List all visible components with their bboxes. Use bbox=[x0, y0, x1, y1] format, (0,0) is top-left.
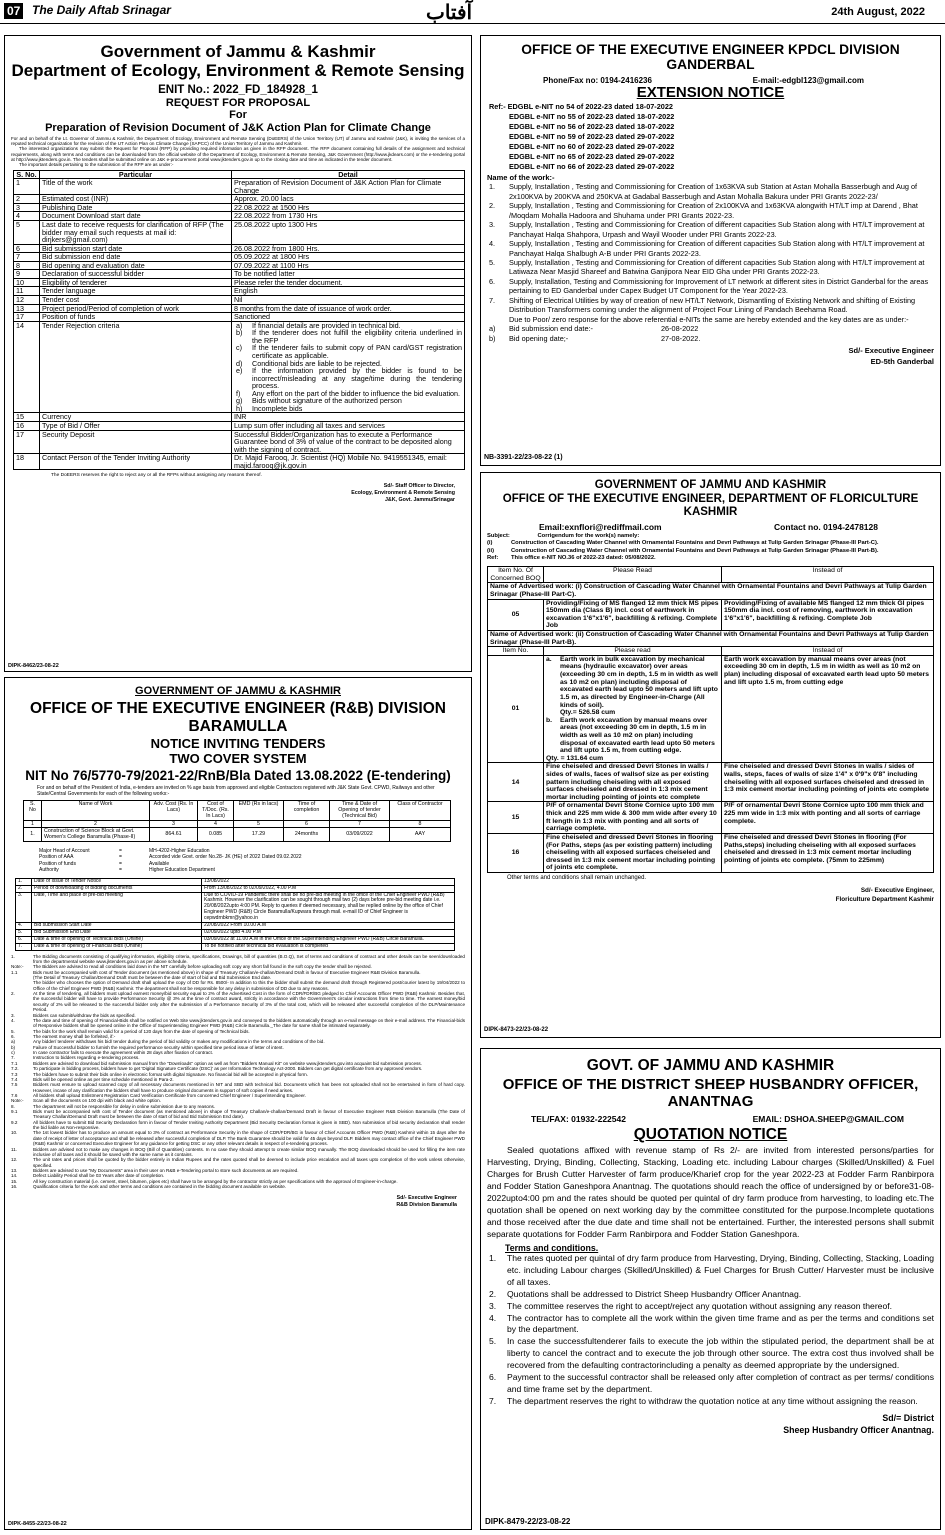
list-item: a) Bid submission end date:- 26-08-2022 bbox=[489, 324, 699, 334]
flori-table bbox=[487, 566, 934, 873]
table-row: 5 Last date to receive requests for clarification of RFP (The bidder may email such requests at mail id: dirjkers@gmail.com) 25.08.2022 upto 1300 Hrs bbox=[14, 220, 465, 244]
list-item: 1. The Bidding documents consisting of qualifying information, eligibility criteria, specifications, Drawings, bill of quantities (B.O.Q), Set of terms and conditions of contract and other details can be seen/downloaded from the departmental website www.jktenders.gov.in as per above schedule. bbox=[11, 953, 465, 964]
list-item: 2. Supply, Installation , Testing and Commissioning for Creation of 2x100KVA and 1x63KVA alongwith HT/LT imp at Darend , Bhat /Moqdam Mohalla Hadoora and Shuhama under PRI Grants 2022-23. bbox=[489, 201, 918, 220]
list-item: 7. Instruction to bidders regarding e-tendering process. bbox=[11, 1055, 140, 1061]
table-row: 15 Currency INR bbox=[14, 413, 465, 422]
table-row: 1. Construction of Science Block at Govt. Women's College Baramulla (Phase-II) 864.61 0.085 17.29 24months 03/09/2022 AAY bbox=[24, 828, 451, 842]
table-row: 01 a. Earth work in bulk excavation by mechanical means (hydraulic excavator) over areas (exceeding 30 cm in depth, 1.5 m in width as well as 10 m2 on plan) including disposal of excavated earth lead upto 50 meters and lift upto 1.5 m, as directed by Engineer-in-Charge (All kinds of soil). Qty.= 526.58 cum b. Earth work excavation by manual means over areas (not exceeding 30 cm in depth, 1.5 m in width as well as 10 m2 on plan) including disposal of excavated earth lead upto 50 meters and lift upto 1.5 m, from cutting edge. Qty. = 131.64 cum Earth work excavation by manual means over areas (not exceeding 30 cm in depth, 1.5 m in width as well as 10 m2 on plan) including disposal of excavated earth lead upto 50 meters and lift upto 1.5 m, from cutting edge bbox=[488, 655, 934, 763]
list-item: 7.6 All bidders shall upload Enlistment Registration Card Verification Certificate from concerned Chief Engineer / Superintending Engineer. bbox=[11, 1092, 306, 1098]
list-item: EDGBL e-NIT no 59 of 2022-23 dated 29-07-2022 bbox=[509, 131, 675, 141]
list-item: 15. All key construction material (i.e. cement, steel, bitumen, pipes etc) shall have to be arranged by the contractor strictly as per specifications with the approval of Engineer-in-charge. bbox=[11, 1178, 398, 1184]
newspaper-name: The Daily Aftab Srinagar bbox=[32, 3, 171, 17]
list-item: 7.3 The bidders have to submit their bids online in electronic format with digital Signature. No financial bid will be accepted in physical form. bbox=[11, 1071, 308, 1077]
list-item: 9.2 All bidders have to submit Bid Security Declaration form in favour of Tender Inviting Authority Department (Bid Security Declaration format is given in SBD). Non submission of bid security declaration shall render the bid liable as Non-responsive. bbox=[11, 1119, 465, 1131]
table-row: 7. Date & time of opening of Financial Bids (Online) To be notified after technical bid evaluation is completed bbox=[16, 943, 455, 950]
list-item: b) If the tenderer does not fulfill the eligibility criteria underlined in the RFP bbox=[236, 328, 462, 345]
table-row: 6 Bid submission start date 26.08.2022 from 1800 Hrs. bbox=[14, 244, 465, 253]
list-item: (ii) Construction of Cascading Water Channel with Ornamental Fountains and Devri Pathways at Tulip Garden Srinagar (Phase-III Part-B). bbox=[487, 547, 879, 554]
ecology-intro2: The interested organizations may submit the Request for Proposal (RFP) by providing required information as given in the RFP document. The RFP document containing full details of the assignment and technical requirements, along with terms and conditions can be downloaded from the official website of the Department of Ecology, Environment & Remote Sensing, J&K Government (http://www.jkdears.com) or the e-tendering portal at http://www.jktenders.gov.in. The tenders shall be submitted online on J&K e-procurement portal www.jktenders.gov.in up to the closing date and time as indicated in the tender document. bbox=[11, 146, 465, 162]
list-item: 5. Supply, Installation , Testing and Commissioning for Creation of different capacities Sub Station along with HT/LT improvement at Latiwaza Near Masjid Shareef and Batwina Ganjipora Near EID Gha under PRI Grants 2022-23. bbox=[489, 257, 925, 277]
ecology-for: For bbox=[229, 109, 247, 122]
list-item: 6. Payment to the successful contractor shall be released only after completion of contract as per terms/ conditions and time frame set by the department. bbox=[489, 1372, 934, 1395]
list-item: c) If the tenderer fails to submit copy of PAN card/GST registration certificate as applicable. bbox=[236, 343, 462, 360]
flori-signature: Sd/- Executive Engineer, Floriculture Department Kashmir bbox=[835, 886, 934, 903]
rnb-dipk: DIPK-8455-22/23-08-22 bbox=[8, 1521, 67, 1527]
table-row: 10 Eligibility of tenderer Please refer the tender document. bbox=[14, 278, 465, 287]
list-item: 6. The earnest money shall be forfeited, if:- bbox=[11, 1033, 116, 1039]
list-item: 6. Supply, Installation, Testing and Commissioning for Improvement of LT network at different sites in District Ganderbal for the areas pertaining to ED Ganderbal under Capex Budget UT Component for the Year 2022-23. bbox=[489, 276, 929, 296]
list-item: 1. The rates quoted per quintal of dry farm produce from Harvesting, Drying, Binding, Collecting, Stacking, Loading etc. including Labour charges (Skilled/Unskilled) & Fuel Charges for Brush Cutter/ Harvester must be inclusive of all taxes. bbox=[489, 1252, 934, 1287]
table-row: 2 Estimated cost (INR) Approx. 20.00 lacs bbox=[14, 195, 465, 204]
list-item: f) Any effort on the part of the bidder to influence the bid evaluation. bbox=[236, 388, 461, 398]
table-row: 3 Publishing Date 22.08.2022 at 1500 Hrs bbox=[14, 203, 465, 212]
list-item: EDGBL e-NIT no 60 of 2022-23 dated 29-07-2022 bbox=[509, 141, 675, 151]
ecology-table bbox=[13, 170, 465, 471]
table-row: 1. Date of Issue of Tender Notice 13/08/2022 bbox=[16, 878, 455, 885]
list-item: Authority = Higher Education Department bbox=[39, 867, 215, 874]
list-item: (i) Construction of Cascading Water Channel with Ornamental Fountains and Devri Pathways at Tulip Garden Srinagar (Phase-III Part-C). bbox=[487, 539, 879, 546]
list-item: g) Bids without signature of the authorized person bbox=[236, 396, 402, 406]
list-item: b) Bid opening date;- 27-08-2022. bbox=[489, 334, 701, 344]
table-header: S. No Name of Work Adv. Cost (Rs. In Lacs) Cost of T/Doc. (Rs. In Lacs) EMD (Rs in lacs) Time of completion Time & Date of Opening of tender (Technical Bid) Class of Contractor bbox=[24, 800, 451, 820]
list-item: 7.1 Bidders are advised to download bid submission manual from the "Downloads" option as well as from "Bidders Manual Kit" on website www.jktenders.gov.into acquaint bid submission process. bbox=[11, 1060, 422, 1066]
table-row: 7 Bid submission end date 05.09.2022 at 1800 Hrs bbox=[14, 253, 465, 262]
table-header: Item No. Of Concerned BOQ Please Read Instead of bbox=[488, 567, 934, 583]
kpdcl-work-title: Name of the work:- bbox=[487, 173, 555, 183]
sheep-notice: QUOTATION NOTICE bbox=[633, 1125, 788, 1143]
list-item: Position of funds = Available bbox=[39, 860, 170, 867]
table-header: S. No. Particular Detail bbox=[14, 170, 465, 179]
flori-other: Other terms and conditions shall remain unchanged. bbox=[507, 874, 647, 881]
table-row: 4 Document Download start date 22.08.2022 from 1730 Hrs bbox=[14, 212, 465, 221]
rnb-signature: Sd/- Executive Engineer R&B Division Baramulla bbox=[396, 1195, 457, 1209]
list-item: 7. Shifting of Electrical Utilities by way of creation of new HT/LT Network, Dismantling of Existing Network and shifting of Existing Distribution Transformers coming under the alignment of Project Four Lining of Pandach Beehama Road. bbox=[489, 295, 916, 315]
sheep-signature: Sd/= District Sheep Husbandry Officer Anantnag. bbox=[783, 1413, 934, 1436]
rnb-tender-ad bbox=[4, 677, 472, 1530]
flori-gov: GOVERNMENT OF JAMMU AND KASHMIR bbox=[594, 479, 827, 491]
list-item: h) Incomplete bids bbox=[236, 403, 303, 413]
ecology-enit: ENIT No.: 2022_FD_184928_1 bbox=[158, 84, 318, 97]
rnb-meta bbox=[39, 848, 465, 874]
list-item: 8. The department will not be responsible for delay in online submission due to any reasons. bbox=[11, 1103, 216, 1109]
sheep-terms-title: Terms and conditions. bbox=[505, 1242, 599, 1253]
ecology-rfp: REQUEST FOR PROPOSAL bbox=[165, 96, 311, 109]
kpdcl-extension-ad bbox=[480, 35, 941, 466]
ecology-gov: Government of Jammu & Kashmir bbox=[100, 42, 376, 61]
sheep-office: OFFICE OF THE DISTRICT SHEEP HUSBANDRY OFFICER, ANANTNAG bbox=[502, 1076, 919, 1111]
rnb-works-table bbox=[23, 800, 451, 842]
table-row: 17 Position of funds Sanctioned bbox=[14, 313, 465, 322]
kpdcl-works bbox=[487, 182, 934, 315]
list-item: 7.5 Bidders must ensure to upload scanned copy of all necessary documents mentioned in NIT and SBD with technical bid. Documents which has been not uploaded shall not be entertained in form of hard copy. However, incase of any clarification the bidders shall have to produce original documents in support of soft copies if need arises. bbox=[11, 1082, 465, 1093]
table-row: 2. Period of downloading of bidding documents From 13/08/2022 to 02/09/2022, 4.00 P.M bbox=[16, 885, 455, 892]
list-item: 4. The contractor has to complete all the work within the given time frame and as per the terms and conditions set by the department. bbox=[489, 1312, 934, 1335]
table-row: 6. Date & time of opening of Technical Bids (Online) 03/09/2022 at 11.00 A.M in the Office of the Superintending Engineer PWD (R&B) Circle Baramulla. bbox=[16, 936, 455, 943]
kpdcl-due: Due to Poor/ zero response for the above referential e-NITs the same are hereby extended and the key dates are as under:- bbox=[509, 314, 909, 324]
list-item: 3. The committee reserves the right to accept/reject any quotation without assigning any reason thereof. bbox=[489, 1300, 893, 1311]
sheep-dipk: DIPK-8479-22/23-08-22 bbox=[485, 1517, 571, 1526]
issue-date: 24th August, 2022 bbox=[831, 6, 925, 18]
table-row: 05 Providing/Fixing of MS flanged 12 mm thick MS pipes 150mm dia (Class B) incl. cost of earthwork in excavation 1'6"x1'6", backfilling & refixing. Complete Job Providing/Fixing of available MS flanged 12 mm thick GI pipes 150mm dia incl. cost of removing, earthwork in excavation 1'6"x1'6", backfilling & refixing. Complete Job bbox=[488, 599, 934, 630]
table-row: 5. Bid Submission End Date 02/09/2022 upto 4.00 P.M bbox=[16, 929, 455, 936]
list-item: a) If financial details are provided in technical bid. bbox=[236, 320, 401, 330]
list-item: 5. In case the successfultenderer fails to execute the job within the stipulated period, the department shall be at liberty to cancel the contract and to execute the job through other source. The extra cost thus involved shall be recovered from the defaulting contractorincluding a penalty as deemed appropriate by the undersigned. bbox=[489, 1336, 934, 1371]
list-item: 3. Supply, Installation , Testing and Commissioning for Creation of different capacities Sub Station along with HT/LT improvement at Panchayat Halqa Shahpora, Urpash and Wayil Wooder under PRI Grants 2022-23. bbox=[489, 220, 925, 239]
list-item: 4. The date and time of opening of Financial-Bids shall be notified on Web Site www.jktenders.gov.in and conveyed to the bidders automatically through an e-mail message on their e-mail address. The Financial-bids of Responsive bidders shall be opened online in the Office of Superintending Engineer PWD (R&B) Circle Baramulla._The date for same shall be intimated separately. bbox=[11, 1017, 465, 1029]
sheep-terms bbox=[487, 1253, 934, 1408]
masthead-logo: آفتاب bbox=[426, 0, 473, 24]
list-item: 14. Defect Liability Period shall be 03 Years after date of completion. bbox=[11, 1173, 165, 1179]
sheep-gov: GOVT. OF JAMMU AND KASHMIR bbox=[586, 1057, 835, 1074]
kpdcl-dates bbox=[487, 324, 934, 344]
table-row: 18 Contact Person of the Tender Inviting Authority Dr. Majid Farooq, Jr. Scientist (HQ) Mobile No. 9419551345, email: majid.farooq@jk.gov.in bbox=[14, 454, 465, 470]
table-row: 4. Bid submission Start Date 22/08/2022 From 10.00 A.M bbox=[16, 923, 455, 930]
list-item: 7.4 Bids will be opened online as per time schedule mentioned in Para-2. bbox=[11, 1076, 174, 1082]
list-item: 4. Supply, Installation , Testing and Commissioning for Creation of different capacities Sub Station along with HT/LT improvement at Panchayat Halqa Shalbugh A-B under PRI Grants 2022-23. bbox=[489, 239, 925, 258]
ecology-rfp-ad bbox=[4, 35, 472, 672]
list-item: 5. The bids for the work shall remain valid for a period of 120 days from the date of opening of Technical bids. bbox=[11, 1028, 250, 1034]
table-row: 8 Bid opening and evaluation date 07.09.2022 at 1100 Hrs bbox=[14, 261, 465, 270]
table-header: Item No. Please read Instead of bbox=[488, 647, 934, 656]
page-header bbox=[0, 0, 945, 24]
list-item: 16. Qualification criteria for the work and other terms and conditions are contained in the bidding document available on website. bbox=[11, 1184, 287, 1190]
ecology-intro3: The important details pertaining to the submission of the RFP are as under:- bbox=[19, 162, 174, 168]
table-row: 1 2 3 4 5 6 7 8 bbox=[24, 820, 451, 827]
list-item: (The Detail of Treasury Challan/Demand Draft must be between the date of start of bid and Bid Submission End date. bbox=[33, 975, 272, 981]
flori-contacts: Email:exnflori@rediffmail.com Contact no. 0194-2478128 bbox=[539, 521, 878, 532]
rnb-system: TWO COVER SYSTEM bbox=[169, 750, 307, 766]
kpdcl-refs bbox=[489, 102, 934, 172]
list-item: EDGBL e-NIT no 66 of 2022-23 dated 29-07-2022 bbox=[509, 162, 675, 172]
table-row: 16 Type of Bid / Offer Lump sum offer including all taxes and services bbox=[14, 422, 465, 431]
table-row: Name of Advertised work: (i) Construction of Cascading Water Channel with Ornamental Fountains and Devri Pathways at Tulip Garden Srinagar (Phase-III Part-C). bbox=[488, 583, 934, 599]
list-item: 11. Bidders are advised not to make any changes in BOQ (Bill of Quantities) contents. In no case they should attempt to create similar BOQ manually. The BOQ downloaded should be used for filling the item rate inclusive of all taxes and it should be saved with the same name as it contains. bbox=[11, 1146, 465, 1157]
floriculture-corrigendum-ad bbox=[480, 472, 941, 1038]
list-item: 2. Quotations shall be addressed to District Sheep Husbandry Officer Anantnag. bbox=[489, 1288, 802, 1299]
list-item: 2. At the time of tendering, all bidders must upload earnest money/bid security equal to 2% of the Advertised Cost in the form of CDR/FDR/BG pledged to Chief Accounts Officer PWD (R&B) Kashmir. Besides that, the successful bidder will have to provide Performance Security @ 3% at the time of contract award, strictly in accordance with the Government's circular instructions from time to time. The earnest money/bid security of 2% will be released to the successful bidder only after the submission of a Performance Security of 3% of the total cost, which will be released after successful completion of the DLP/Maintenance Period. bbox=[11, 991, 465, 1013]
table-row: 13 Project period/Period of completion of work 8 months from the date of issuance of work order. bbox=[14, 304, 465, 313]
ecology-reserve: The DoEERS reserves the right to reject any or all the RFPs without assigning any reasons thereof. bbox=[51, 473, 262, 479]
list-item: EDGBL e-NIT no 65 of 2022-23 dated 29-07-2022 bbox=[509, 151, 675, 161]
list-item: Position of AAA = Accorded vide Govt. order No.28- JK (HE) of 2022 Dated 09.02.2022 bbox=[39, 854, 302, 861]
flori-subject: Subject: Corrigendum for the work(s) namely: bbox=[487, 532, 640, 539]
table-row: 17 Security Deposit Successful Bidder/Organization has to execute a Performance Guarantee bond of 3% of value of the contract to be deposited along with the signing of contract. bbox=[14, 430, 465, 454]
list-item: d) Conditional bids are liable to be rejected. bbox=[236, 358, 382, 368]
flori-items bbox=[487, 540, 934, 563]
table-row: 9 Declaration of successful bidder To be notified latter bbox=[14, 270, 465, 279]
list-item: Ref: This office e-NIT NO.36 of 2022-23 dated: 05/08/2022. bbox=[487, 555, 656, 562]
list-item: 1.1 Bids must be accompanied with cost of Tender document (as mentioned above) in shape of Treasury Challan/e-challan/Demand Draft in favour of Executive Engineer R&B Division Baramulla. bbox=[11, 969, 421, 975]
list-item: 1. Supply, Installation , Testing and Commissioning for Creation of 1x63KVA sub Station at Astan Mohalla Basserbugh and Aug of 2x100KVA by 200KVA and 250KVA at Gadabal Basserbugh and Astan Mohalla Bakura under PRI Grants 2022-23/ bbox=[489, 182, 918, 201]
list-item: EDGBL e-NIT no 56 of 2022-23 dated 18-07-2022 bbox=[509, 121, 675, 131]
list-item: c) In case contractor fails to execute the agreement within 28 days after fixation of contract. bbox=[11, 1050, 214, 1056]
ecology-intro: For and on behalf of the Lt. Governor of Jammu & Kashmir, the Department of Ecology, Environment and Remote Sensing (DoEERS) of the Union Territory (UT) of Jammu and Kashmir (J&K), is inviting the services of a reputed technical organization for the revision of the UT Action Plan on Climate Change (SAPCC) of the Union Territory of Jammu and Kashmir. bbox=[11, 135, 465, 147]
table-row: 16 Fine cheiseled and dressed Devri Stones in flooring (For Paths, steps (as per existing pattern) including cheiseling with all exposed surfaces cheiseled and dressed in 1:3 mix cement mortar including pointing of joints etc complete. Fine cheiseled and dressed Devri Stones in flooring (For Paths,steps) including cheiseling with all exposed surfaces cheiseled and dressed in 1:3 mix cement mortar including pointing of joints etc complete. (75mm to 225mm) bbox=[488, 833, 934, 872]
kpdcl-office: OFFICE OF THE EXECUTIVE ENGINEER KPDCL DIVISION GANDERBAL bbox=[521, 42, 900, 73]
list-item: a) Any bidder/ tenderer withdraws his bid/ tender during the period of bid validity or makes any modifications in the terms and conditions of the bid. bbox=[11, 1039, 325, 1045]
list-item: Major Head of Account = MH-4202-Higher Education bbox=[39, 847, 210, 854]
list-item: 10. The 1st lowest bidder has to produce an amount equal to 3% of contract as Performance Security in the shape of CDR/FDR/BG in favour of Chief Accounts Officer PWD (R&B) Kashmir within 15 days after the date of receipt of letter of acceptance and shall be released after successful completion of DLP. The Bank Guarantee should be valid for 45 days beyond DLP. Bidders may contact office of the Chief Engineer PWD (R&B) Kashmir or concerned Executive Engineer for any guidance for getting DSC or any other relevant details in respect of e-tendering process. bbox=[11, 1130, 465, 1147]
list-item: 3. Bidders can submit/withdraw the bids as specified. bbox=[11, 1012, 136, 1018]
table-row: 11 Tender language English bbox=[14, 287, 465, 296]
kpdcl-signature: Sd/- Executive Engineer ED-5th Ganderbal bbox=[848, 346, 934, 366]
table-row: 12 Tender cost Nil bbox=[14, 296, 465, 305]
list-item: Note:- Scan all the documents on 100 dpi with black and white option. bbox=[11, 1098, 161, 1104]
flori-office: OFFICE OF THE EXECUTIVE ENGINEER, DEPARTMENT OF FLORICULTURE KASHMIR bbox=[502, 492, 919, 518]
sheep-quotation-ad bbox=[480, 1048, 941, 1530]
sheep-body: Sealed quotations affixed with revenue stamp of Rs 2/- are invited from interested persons/parties for Harvesting, Drying, Binding, Collecting, Stacking, Loading etc. including Labour charges (Skilled/Unskilled) & Fuel Charges for Brush Cutter Harvester of farm produce/Kharief crop for the year 2022-23 at Fodder Farm Ranbirpora and Fodder Station Ganeshpora Anantnag. The quotations should reach the office of undersigned by or before31-08-2022upto4:00 pm and the rates should be quoted per quintal of dry farm produce from harvesting, to loading etc.The quotation shall be opened on next working day by the committee constituted for the purpose.Incomplete quotations and those received after the due date and time shall not be entertained. Further, the interested persons shall submit separate quotations for Fodder Farm Ranbirpora and Fodder Station Ganeshpora. bbox=[487, 1145, 934, 1239]
list-item: b) Failure of Successful bidder to furnish the required performance security within specified time period issue of letter of intent. bbox=[11, 1044, 284, 1050]
table-row: 14 Fine cheiseled and dressed Devri Stones in walls / sides of walls, faces of wallsof size as per existing pattern including cheiseling with all exposed surfaces cheiseled and dressed in 1:3 mix cement mortar including pointing of joints etc complete Fine cheiseled and dressed Devri Stones in walls / sides of walls, steps, faces of walls of size 1'4" x 0'9"x 0'8" including cheiseling with all exposed surfaces cheiseled and dressed in 1:3 mix cement mortar including pointing of joints etc complete bbox=[488, 763, 934, 802]
kpdcl-contacts: Phone/Fax no: 0194-2416236 E-mail:-edgbl123@gmail.com bbox=[543, 75, 864, 85]
list-item: 13. Bidders are advised to use "My Documents" area in their user on R&B e-Tendering portal to store such documents as are required. bbox=[11, 1167, 299, 1173]
rnb-terms bbox=[11, 954, 465, 1190]
list-item: 7.2. To participate in bidding process, bidders have to get 'Digital Signature Certificate (DSC)' as per Information Technology Act-2000. Bidders can get digital certificate from any approved vendors. bbox=[11, 1066, 423, 1072]
rnb-notice: NOTICE INVITING TENDERS bbox=[150, 736, 326, 752]
table-row: 14 Tender Rejection criteria a) If financial details are provided in technical bid. b) If the tenderer does not fulfill the eligibility criteria underlined in the RFP c) If the tenderer fails to submit copy of PAN card/GST registration certificate as applicable. d) Conditional bids are liable to be rejected. e) If the information provided by the bidder is found to be incorrect/misleading at any stage/time during the tendering process. f) Any effort on the part of the bidder to influence the bid evaluation. g) Bids without signature of the authorized person h) Incomplete bids bbox=[14, 321, 465, 413]
rnb-dates-table bbox=[15, 878, 455, 951]
table-row: 3. Date, Time and place of pre-bid meeting Due to COVID-19 Pandemic there shall be no pre-bid meeting in the office of the Chief Engineer PWD (R&B) Kashmir. However the clarification can be sought through mail two (2) days before pre-bid meeting date i.e. 20/08/2022upto 4:00 PM. Reply to queries if deemed necessary, shall be replied online by the office of Chief Engineer PWD (R&B) Circle Baramulla/Kupwara through mail. e-mail ID of Chief Engineer is cepwdrnbkmr@yahoo.in bbox=[16, 892, 455, 922]
kpdcl-notice: EXTENSION NOTICE bbox=[636, 83, 785, 101]
rnb-nit: NIT No 76/5770-79/2021-22/RnB/Bla Dated 13.08.2022 (E-tendering) bbox=[25, 768, 451, 784]
list-item: EDGBL e-NIT no 55 of 2022-23 dated 18-07-2022 bbox=[509, 111, 675, 121]
list-item: 9.1 Bids must be accompanied with cost of Tender document (as mentioned above) in shape of Treasury Challan/e-challan/Demand Draft in favour of Executive Engineer R&B Division Baramulla (The Date of Treasury Challan/Demand Draft must be between the date of start of bid and Bid Submission End date). bbox=[11, 1109, 465, 1120]
list-item: 12. The unit rates and prices shall be quoted by the bidder entirely in Indian Rupees and the rates quoted shall be deemed to include price escalation and all taxes upto completion of the work unless otherwise, specified. bbox=[11, 1157, 465, 1168]
page-number: 07 bbox=[4, 3, 23, 19]
list-item: Note:- The Bidders are advised to read all conditions laid down in the NIT carefully before uploading soft copy any short fall found in the soft copy the tender shall be rejected. bbox=[11, 964, 372, 970]
rnb-intro: For and on behalf of the President of India, e-tenders are invited on % age basis from approved and eligible Contractors registered with J&K State Govt. CPWD, Railways and other State/Central Governments for each of the following works:- bbox=[37, 785, 435, 797]
list-item: e) If the information provided by the bidder is found to be incorrect/misleading at any stage/time during the tendering process. bbox=[236, 366, 462, 391]
ecology-subject: Preparation of Revision Document of J&K Action Plan for Climate Change bbox=[45, 121, 431, 134]
rnb-office: OFFICE OF THE EXECUTIVE ENGINEER (R&B) DIVISION BARAMULLA bbox=[30, 700, 446, 735]
list-item: 7. The department reserves the right to withdraw the quotation notice at any time without assigning the reason. bbox=[489, 1396, 918, 1407]
sheep-contacts: TEL/FAX: 01932-222542 EMAIL: DSHOA.SHEEP@GMAIL.COM bbox=[531, 1113, 904, 1124]
flori-dipk: DIPK-8473-22/23-08-22 bbox=[484, 1027, 549, 1033]
table-row: Name of Advertised work: (ii) Construction of Cascading Water Channel with Ornamental Fountains and Devri Pathways at Tulip Garden Srinagar (Phase-III Part-B). bbox=[488, 631, 934, 647]
kpdcl-dipk: NB-3391-22/23-08-22 (1) bbox=[484, 454, 563, 461]
ecology-dept: Department of Ecology, Environment & Remote Sensing bbox=[11, 61, 465, 81]
list-item: Ref:- EDGBL e-NIT no 54 of 2022-23 dated 18-07-2022 bbox=[489, 101, 673, 111]
list-item: The bidder who chooses the option of Demand draft shall upload the copy of DD for Rs. 8500/- In addition to this the bidder shall submit the demand draft through Registered post/courier latest by 19/04/2022 to Office of the Chief Engineer PWD (R&B) Kashmir. The department shall not be responsible for any delay in submission of DD due to any reasons. bbox=[33, 980, 465, 991]
table-row: 1 Title of the work Preparation of Revision Document of J&K Action Plan for Climate Change bbox=[14, 179, 465, 195]
ecology-dipk: DIPK-8462/23-08-22 bbox=[8, 663, 59, 669]
table-row: 15 P/F of ornamental Devri Stone Cornice upto 100 mm thick and 225 mm wide & 300 mm wide after every 10 ft length in 1:3 mix with ponting and all sorts of carriage complete. P/F of ornamental Devri Stone Cornice upto 100 mm thick and 225 mm wide in 1:3 mix with ponting and all sorts of carriage complete. bbox=[488, 802, 934, 833]
ecology-signature: Sd/- Staff Officer to Director, Ecology, Environment & Remote Sensing J&K, Govt. Jammu/Srinagar bbox=[351, 482, 455, 503]
rnb-gov: GOVERNMENT OF JAMMU & KASHMIR bbox=[135, 685, 341, 697]
